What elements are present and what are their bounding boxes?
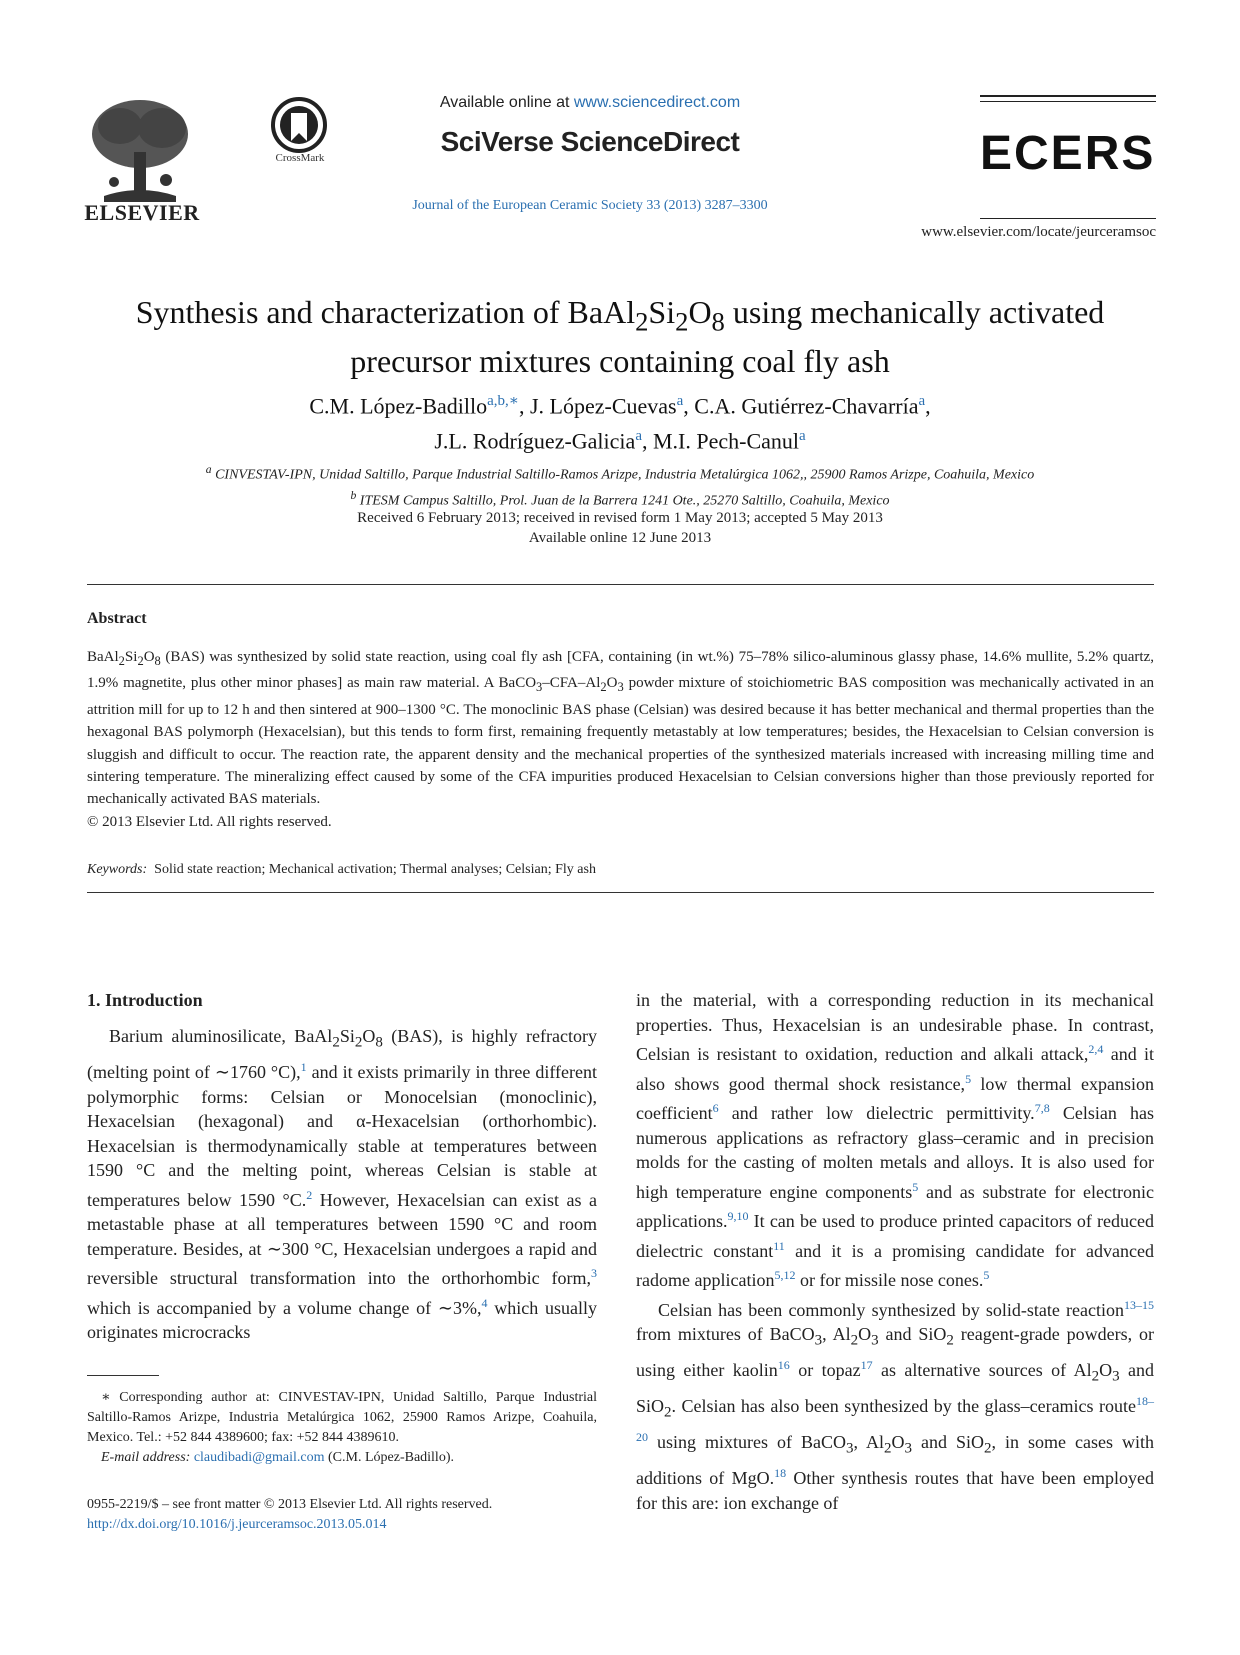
crossmark-label: CrossMark bbox=[275, 152, 325, 164]
section-heading: 1. Introduction bbox=[87, 990, 203, 1010]
journal-reference[interactable]: Journal of the European Ceramic Society 33 (2013) 3287–3300 bbox=[412, 198, 768, 213]
ecers-rule bbox=[980, 101, 1156, 102]
platform-name: SciVerse ScienceDirect bbox=[440, 126, 740, 157]
abstract-heading: Abstract bbox=[87, 610, 147, 627]
article-title: Synthesis and characterization of $BaAl_2Si_2O_8$ using mechanically activated precursor mixtures containing coal fly ash bbox=[135, 294, 1105, 380]
publisher-name: ELSEVIER bbox=[84, 200, 200, 225]
divider bbox=[87, 892, 1154, 893]
corresponding-author-footnote: ∗ Corresponding author at: CINVESTAV-IPN, Unidad Saltillo, Parque Industrial Saltillo-Ramos Arizpe, Industria Metalúrgica 1062, 25900 Ramos Arizpe, Coahuila, Mexico. Tel.: +52 844 4389600; fax: +52 844 4389610. E-mail address: claudibadi@gmail.com (C.M. López-Badillo). bbox=[87, 1390, 597, 1465]
footnote-rule bbox=[87, 1375, 159, 1376]
affiliation-marker[interactable]: a,b,∗ bbox=[487, 393, 519, 409]
abstract-body: $BaAl_2Si_2O_8$ (BAS) was synthesized by solid state reaction, using coal fly ash [CFA, containing (in wt.%) 75–78% silico-aluminous glassy phase, 14.6% mullite, 5.2% quartz, 1.9% magnetite, plus other minor phases] as main raw material. A $BaCO_3-CFA-Al_2O_3$ powder mixture of stoichiometric BAS composition was mechanically activated in an attrition mill for up to 12 h and then sintered at 900–1300 °C. The monoclinic BAS phase (Celsian) was desired because it has better mechanical and thermal properties than the hexagonal BAS polymorph (Hexacelsian), but this tends to form first, remaining frequently metastably at low temperatures; besides, the Hexacelsian to Celsian conversion is sluggish and difficult to occur. The reaction rate, the apparent density and the mechanical properties of the synthesized materials increased with increasing milling time and sintering temperature. The mineralizing effect caused by some of the CFA impurities produced Hexacelsian to Celsian conversions higher than those previously reported for mechanically activated BAS materials. © 2013 Elsevier Ltd. All rights reserved. bbox=[87, 649, 1154, 830]
author: M.I. Pech-Canul bbox=[652, 428, 800, 454]
sciencedirect-link[interactable]: www.sciencedirect.com bbox=[573, 94, 741, 111]
article-dates: Received 6 February 2013; received in revised form 1 May 2013; accepted 5 May 2013 Available online 12 June 2013 bbox=[357, 510, 883, 546]
affiliation-marker[interactable]: a bbox=[676, 393, 684, 409]
affiliation-marker[interactable]: a bbox=[635, 428, 642, 445]
doi-link[interactable]: http://dx.doi.org/10.1016/j.jeurceramsoc.2013.05.014 bbox=[87, 1517, 387, 1532]
affiliation-marker[interactable]: a bbox=[918, 393, 926, 409]
author: C.M. López-Badillo bbox=[309, 393, 488, 419]
ecers-rule bbox=[980, 95, 1156, 97]
keywords: Keywords: Solid state reaction; Mechanical activation; Thermal analyses; Celsian; Fly ash bbox=[87, 862, 596, 877]
affiliation-marker[interactable]: a bbox=[799, 428, 806, 445]
author: C.A. Gutiérrez-Chavarría bbox=[694, 393, 919, 419]
body-column-right: in the material, with a corresponding reduction in its mechanical properties. Thus, Hexacelsian is an undesirable phase. In contrast, Celsian is resistant to oxidation, reduction and alkali attack,$^{2,4}$ and it also shows good thermal shock resistance,$^5$ low thermal expansion coefficient$^6$ and rather low dielectric permittivity.$^{7,8}$ Celsian has numerous applications as refractory glass–ceramic and in precision molds for the casting of molten metals and alloys. It is also used for high temperature engine components$^5$ and as substrate for electronic applications.$^{9,10}$ It can be used to produce printed capacitors of reduced dielectric constant$^{11}$ and it is a promising candidate for advanced radome application$^{5,12}$ or for missile nose cones.$^5$ Celsian has been commonly synthesized by solid-state reaction$^{13-15}$ from mixtures of BaCO$_3$, $Al_2O_3$ and SiO$_2$ reagent-grade powders, or using either kaolin$^{16}$ or topaz$^{17}$ as alternative sources of $Al_2O_3$ and SiO$_2$. Celsian has also been synthesized by the glass–ceramics route$^{18-20}$ using mixtures of BaCO$_3$, $Al_2O_3$ and SiO$_2$, in some cases with additions of MgO.$^{18}$ Other synthesis routes that have been employed for this are: ion exchange of bbox=[636, 990, 1155, 1513]
copyright: © 2013 Elsevier Ltd. All rights reserved. bbox=[87, 813, 332, 830]
journal-url: www.elsevier.com/locate/jeurceramsoc bbox=[921, 224, 1156, 240]
body-column-left: Barium aluminosilicate, $BaAl_2Si_2O_8$ (BAS), is highly refractory (melting point of ∼1760 °C),$^1$ and it exists primarily in three different polymorphic forms: Celsian or Monocelsian (monoclinic), Hexacelsian (hexagonal) and α-Hexacelsian (orthorhombic). Hexacelsian is thermodynamically stable at temperatures between 1590 °C and the melting point, whereas Celsian is stable at temperatures below 1590 °C.$^2$ However, Hexacelsian can exist as a metastable phase at all temperatures between 1590 °C and room temperature. Besides, at ∼300 °C, Hexacelsian undergoes a rapid and reversible structural transformation into the orthorhombic form,$^3$ which is accompanied by a volume change of ∼3%,$^4$ which usually originates microcracks bbox=[87, 1026, 597, 1343]
author: J.L. Rodríguez-Galicia bbox=[434, 428, 636, 454]
front-matter: 0955-2219/$ – see front matter © 2013 Elsevier Ltd. All rights reserved. http://dx.doi.org/10.1016/j.jeurceramsoc.2013.05.014 bbox=[87, 1497, 493, 1532]
author: J. López-Cuevas bbox=[530, 393, 677, 419]
available-online: Available online at www.sciencedirect.com bbox=[439, 94, 741, 111]
email-link[interactable]: claudibadi@gmail.com bbox=[193, 1450, 325, 1465]
author-list: C.M. López-Badillo$^{a,b,∗}$, J. López-Cuevas$^a$, C.A. Gutiérrez-Chavarría$^a$, J.L. Rodríguez-Galicia$^a$, M.I. Pech-Canul$^a$ bbox=[309, 393, 931, 454]
divider bbox=[87, 584, 1154, 585]
ecers-logo: ECERS bbox=[980, 127, 1156, 180]
ecers-rule bbox=[980, 218, 1156, 219]
affiliations: $^a$ CINVESTAV-IPN, Unidad Saltillo, Parque Industrial Saltillo-Ramos Arizpe, Industria Metalúrgica 1062,, 25900 Ramos Arizpe, Coahuila, Mexico $^b$ ITESM Campus Saltillo, Prol. Juan de la Barrera 1241 Ote., 25270 Saltillo, Coahuila, Mexico bbox=[205, 463, 1035, 509]
elsevier-tree-logo bbox=[84, 92, 196, 214]
